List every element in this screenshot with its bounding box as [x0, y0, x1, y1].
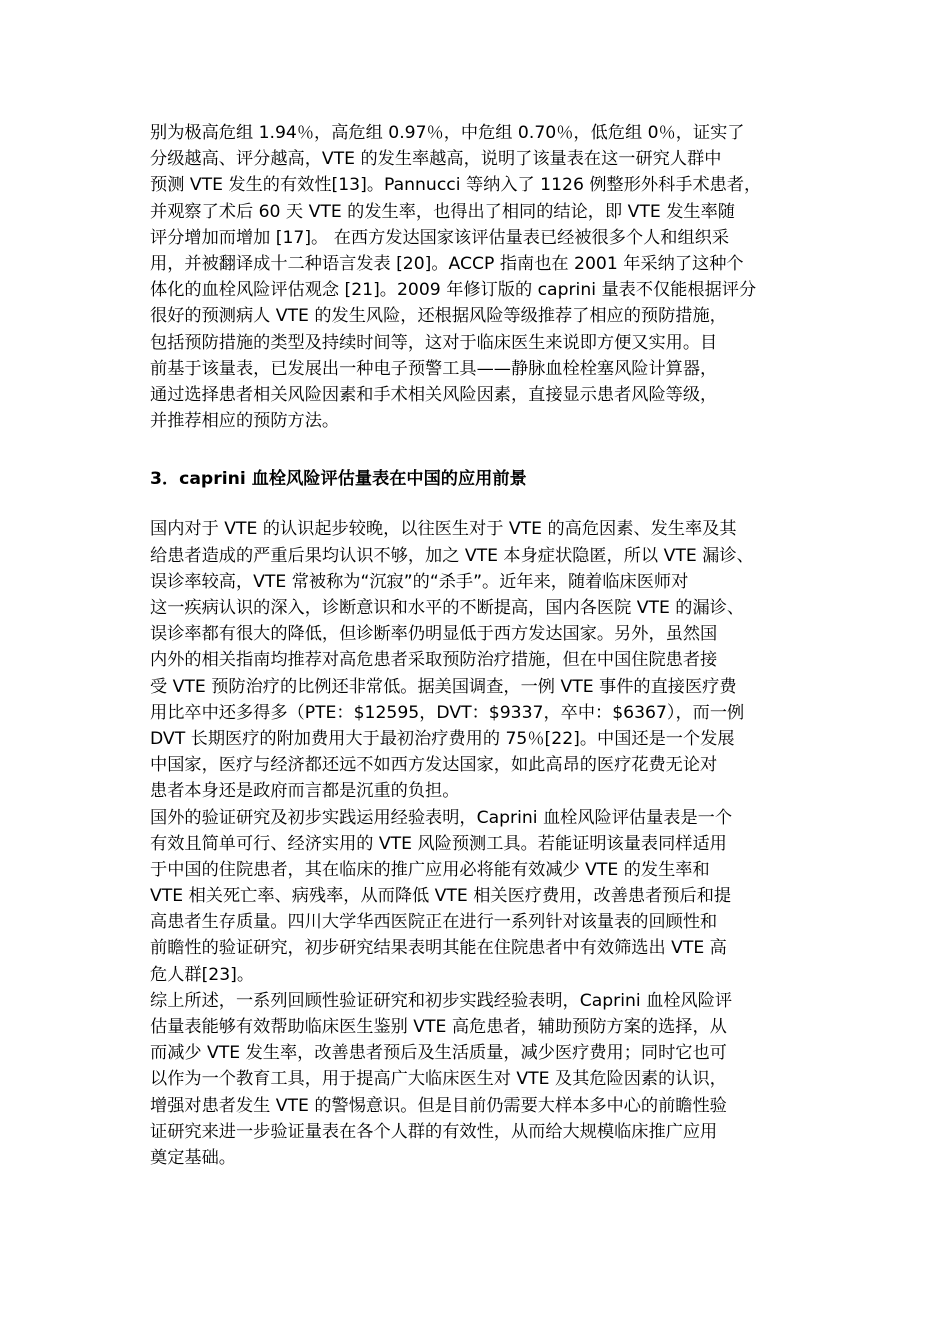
text-line: 包括预防措施的类型及持续时间等，这对于临床医生来说即方便又实用。目	[150, 332, 718, 353]
text-line: VTE 相关死亡率、病残率，从而降低 VTE 相关医疗费用，改善患者预后和提	[150, 886, 732, 907]
text-line: 内外的相关指南均推荐对高危患者采取预防治疗措施，但在中国住院患者接	[150, 650, 718, 671]
text-line: 很好的预测病人 VTE 的发生风险，还根据风险等级推荐了相应的预防措施，	[150, 306, 727, 327]
text-line: 患者本身还是政府而言都是沉重的负担。	[150, 781, 460, 802]
text-line: 国外的验证研究及初步实践运用经验表明，Caprini 血栓风险评估量表是一个	[150, 807, 733, 828]
document-page	[150, 120, 810, 1171]
text-line: 奠定基础。	[150, 1147, 236, 1168]
text-line: 估量表能够有效帮助临床医生鉴别 VTE 高危患者，辅助预防方案的选择，从	[150, 1017, 727, 1037]
paragraph-china-status	[150, 516, 810, 804]
text-line: 这一疾病认识的深入，诊断意识和水平的不断提高，国内各医院 VTE 的漏诊、	[150, 598, 745, 618]
text-line: 通过选择患者相关风险因素和手术相关风险因素，直接显示患者风险等级，	[150, 384, 718, 405]
text-line: 用，并被翻译成十二种语言发表 [20]。ACCP 指南也在 2001 年采纳了这种个	[150, 253, 744, 274]
text-line: 国内对于 VTE 的认识起步较晚，以往医生对于 VTE 的高危因素、发生率及其	[150, 519, 737, 540]
text-line: 别为极高危组 1.94％，高危组 0.97％，中危组 0.70％，低危组 0％，证实了	[150, 123, 745, 143]
paragraph-validation	[150, 805, 810, 988]
text-line: 预测 VTE 发生的有效性[13]。Pannucci 等纳入了 1126 例整形外科手术患者，	[150, 175, 762, 196]
text-line: 危人群[23]。	[150, 964, 255, 985]
text-line: 高患者生存质量。四川大学华西医院正在进行一系列针对该量表的回顾性和	[150, 912, 718, 933]
text-line: 证研究来进一步验证量表在各个人群的有效性，从而给大规模临床推广应用	[150, 1121, 718, 1142]
text-line: 增强对患者发生 VTE 的警惕意识。但是目前仍需要大样本多中心的前瞻性验	[150, 1095, 727, 1116]
text-line: 而减少 VTE 发生率，改善患者预后及生活质量，减少医疗费用；同时它也可	[150, 1043, 727, 1064]
text-line: 前基于该量表，已发展出一种电子预警工具——静脉血栓栓塞风险计算器，	[150, 358, 718, 379]
text-line: 误诊率较高，VTE 常被称为“沉寂”的“杀手”。近年来，随着临床医师对	[150, 571, 689, 592]
text-line: 误诊率都有很大的降低，但诊断率仍明显低于西方发达国家。另外，虽然国	[150, 624, 718, 645]
text-line: 综上所述，一系列回顾性验证研究和初步实践经验表明，Caprini 血栓风险评	[150, 990, 733, 1011]
section-heading-block	[150, 466, 810, 492]
text-line: 于中国的住院患者，其在临床的推广应用必将能有效减少 VTE 的发生率和	[150, 859, 710, 880]
paragraph-conclusion	[150, 988, 810, 1171]
text-line: 体化的血栓风险评估观念 [21]。2009 年修订版的 caprini 量表不仅能根据评分	[150, 280, 757, 301]
paragraph-results	[150, 120, 810, 434]
text-line: DVT 长期医疗的附加费用大于最初治疗费用的 75％[22]。中国还是一个发展	[150, 728, 735, 749]
text-line: 给患者造成的严重后果均认识不够，加之 VTE 本身症状隐匿，所以 VTE 漏诊、	[150, 545, 754, 566]
text-line: 以作为一个教育工具，用于提高广大临床医生对 VTE 及其危险因素的认识，	[150, 1069, 727, 1090]
text-line: 分级越高、评分越高，VTE 的发生率越高，说明了该量表在这一研究人群中	[150, 149, 722, 170]
section-heading: 3．caprini 血栓风险评估量表在中国的应用前景	[150, 469, 527, 490]
text-line: 受 VTE 预防治疗的比例还非常低。据美国调查，一例 VTE 事件的直接医疗费	[150, 676, 737, 697]
text-line: 前瞻性的验证研究，初步研究结果表明其能在住院患者中有效筛选出 VTE 高	[150, 938, 727, 959]
text-line: 评分增加而增加 [17]。 在西方发达国家该评估量表已经被很多个人和组织采	[150, 227, 730, 248]
text-line: 有效且简单可行、经济实用的 VTE 风险预测工具。若能证明该量表同样适用	[150, 833, 727, 854]
text-line: 中国家，医疗与经济都还远不如西方发达国家，如此高昂的医疗花费无论对	[150, 755, 718, 776]
text-line: 用比卒中还多得多（PTE：$12595，DVT：$9337，卒中：$6367），而一例	[150, 702, 745, 723]
text-line: 并推荐相应的预防方法。	[150, 411, 340, 432]
text-line: 并观察了术后 60 天 VTE 的发生率，也得出了相同的结论，即 VTE 发生率随	[150, 201, 735, 222]
